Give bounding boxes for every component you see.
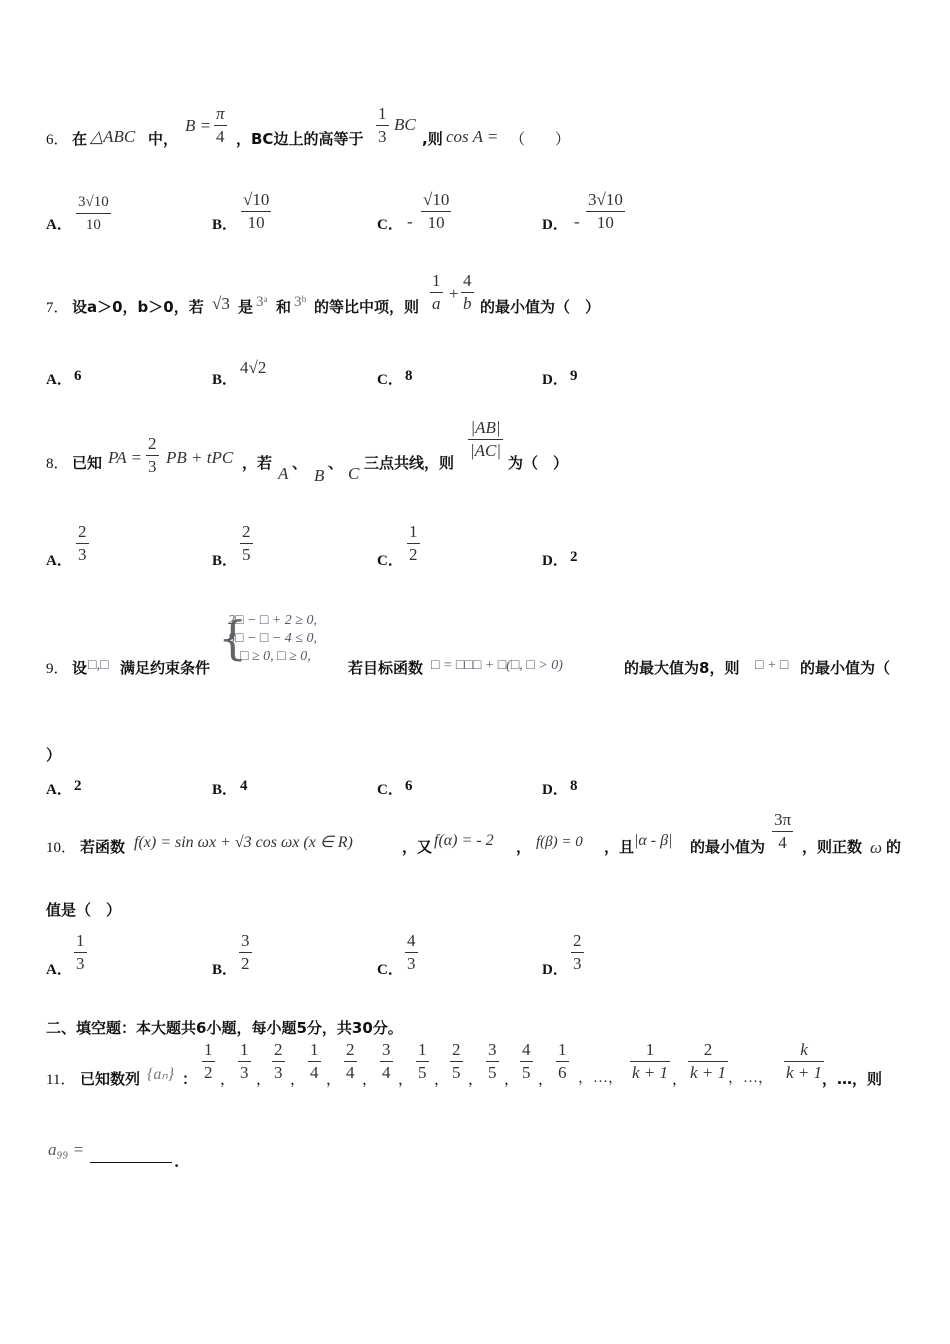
question-text: 值是（ ） [46,901,122,919]
denominator: 10 [85,217,101,233]
numerator: √10 [423,190,450,209]
numerator: 1 [240,1040,249,1059]
numerator: 2 [346,1040,355,1059]
option-c-value [421,190,451,233]
denominator: 3 [78,545,87,564]
question-text: ，…，则 [822,1070,883,1088]
denominator: 3 [76,954,85,973]
fraction-bar [461,292,474,293]
numerator: 1 [378,104,387,123]
option-label: D． [542,372,568,388]
denominator: a [432,294,441,313]
denominator: |AC| [470,441,502,460]
option-label: C． [377,553,403,569]
option-c-value [405,931,418,974]
numerator: 3 [382,1040,391,1059]
question-text: 中， [148,130,179,148]
option-label: D． [542,782,568,798]
fraction-bar [520,1061,533,1062]
option-d-value [571,931,584,974]
question-text: ，且 [604,838,635,856]
separator: ， [468,1070,484,1088]
brace-icon: { [218,611,248,665]
section-heading: 二、填空题：本大题共6小题，每小题5分，共30分。 [46,1019,403,1037]
fraction-bar [76,543,89,544]
abs-alpha-minus-beta: |α - β| [634,832,673,849]
f-alpha: f(α) = - 2 [434,832,494,849]
plus-sign: + [449,284,459,303]
option-c-value: 6 [405,778,413,794]
option-c-value: 8 [405,368,413,384]
f-beta: f(β) = 0 [536,834,583,850]
omega: ω [870,838,883,857]
numerator: π [216,104,225,123]
option-d-value [586,190,625,233]
numerator: 1 [409,522,418,541]
fraction-bar [571,952,584,953]
angle-b: B = [185,116,212,135]
option-d-value: 2 [570,549,578,565]
power-3a: 3ᵃ [256,294,268,310]
ratio-ab-over-ac [468,418,503,461]
denominator: 2 [409,545,418,564]
power-3b: 3ᵇ [294,294,307,310]
fraction-1-over-a [430,271,443,314]
denominator: 4 [778,833,787,852]
point-a: A [278,464,289,483]
option-b-value [241,190,271,233]
numerator: 1 [310,1040,319,1059]
question-number: 8． [46,456,69,472]
blank-line [90,1148,172,1163]
triangle-abc: △ABC [90,127,136,146]
sqrt-3: √3 [212,294,230,313]
option-a-value: 6 [74,368,82,384]
fraction-one-third [376,104,389,147]
fraction-bar [405,952,418,953]
question-text: 若目标函数 [348,659,424,677]
sequence-term [450,1040,463,1083]
denominator: 2 [204,1063,213,1082]
option-a-value [76,522,89,565]
denominator: k + 1 [786,1063,823,1082]
option-a-value: 2 [74,778,82,794]
question-text: 的等比中项，则 [314,298,420,316]
numerator: 4 [522,1040,531,1059]
denominator: 5 [418,1063,427,1082]
fraction-bar [416,1061,429,1062]
numerator: 2 [242,522,251,541]
answer-paren: （ ） [510,130,571,148]
question-text: ） [46,746,62,764]
vector-expression: PB + tPC [166,448,234,467]
numerator: 2 [274,1040,283,1059]
fraction-4-over-b [461,271,474,314]
option-c-value [407,522,420,565]
question-text: 满足约束条件 [120,659,211,677]
option-label: C． [377,372,403,388]
denominator: k + 1 [690,1063,727,1082]
question-text: 若函数 [80,838,126,856]
option-label: A． [46,217,72,233]
fraction-bar [238,1061,251,1062]
numerator: 2 [573,931,582,950]
fraction-bar [772,831,793,832]
numerator: 3π [774,810,792,829]
fraction-bar [784,1061,824,1062]
separator: ， [290,1070,306,1088]
denominator: 4 [216,127,225,146]
sequence-term [272,1040,285,1083]
separator: ， [538,1070,554,1088]
fraction-bar [450,1061,463,1062]
variables: □,□ [88,658,109,673]
question-text: 的最小值为（ ） [480,298,601,316]
fraction-3pi-over-4 [772,810,793,853]
sequence-term [308,1040,321,1083]
question-text: ，又 [402,838,433,856]
denominator: 3 [240,1063,249,1082]
constraint-1: 2□ − □ + 2 ≥ 0, [228,613,317,628]
option-label: B． [212,962,238,978]
numerator: 2 [452,1040,461,1059]
sequence-term [520,1040,533,1083]
denominator: 3 [378,127,387,146]
a99-label: a₉₉ = [48,1140,85,1159]
denominator: 5 [242,545,251,564]
denominator: 5 [488,1063,497,1082]
point-b: B [314,466,325,485]
fraction-2-over-3 [146,434,159,477]
period: . [174,1153,180,1171]
sequence-term [380,1040,393,1083]
option-b-value [240,522,253,565]
option-b-value [239,931,252,974]
option-label: B． [212,553,238,569]
fraction-bar [272,1061,285,1062]
constraint-2: 8□ − □ − 4 ≤ 0, [228,631,317,646]
fraction-bar [376,125,389,126]
question-text: 为（ ） [508,454,569,472]
point-c: C [348,464,360,483]
denominator: 6 [558,1063,567,1082]
question-text: 三点共线，则 [364,454,455,472]
option-label: D． [542,217,568,233]
numerator: 1 [432,271,441,290]
question-text: 和 [276,298,292,316]
fraction-bar [430,292,443,293]
option-label: C． [377,782,403,798]
numerator: 3√10 [78,194,109,210]
numerator: 1 [645,1040,655,1059]
question-text: 已知数列 [80,1070,141,1088]
numerator: 1 [558,1040,567,1059]
question-text: 的最小值为 [690,838,766,856]
question-text: 是 [238,298,254,316]
option-label: C． [377,217,403,233]
sequence-term [238,1040,251,1083]
fraction-bar [76,213,111,214]
option-label: A． [46,553,72,569]
denominator: 4 [382,1063,391,1082]
question-text: 已知 [72,454,103,472]
separator: ， [326,1070,342,1088]
option-label: C． [377,962,403,978]
separator: ， [434,1070,450,1088]
sequence-an: {aₙ} [147,1066,175,1083]
minus-sign: - [574,212,580,231]
ellipsis: ，…， [728,1070,774,1086]
fraction-bar [241,211,271,212]
question-text: 设a＞0，b＞0，若 [72,298,204,316]
fraction-bar [556,1061,569,1062]
numerator: 1 [418,1040,427,1059]
fraction-bar [421,211,451,212]
question-text: 设 [72,659,88,677]
sequence-term [416,1040,429,1083]
numerator: 4 [407,931,416,950]
sequence-term [556,1040,569,1083]
option-b-value: 4√2 [240,358,267,377]
option-b-value: 4 [240,778,248,794]
question-number: 7． [46,300,69,316]
denominator: 10 [247,213,265,232]
numerator: √10 [243,190,270,209]
fraction-bar [586,211,625,212]
question-text: ，BC边上的高等于 [236,130,364,148]
fraction-bar [239,952,252,953]
fraction-bar [202,1061,215,1062]
denominator: 10 [427,213,445,232]
numerator: |AB| [470,418,501,437]
function-definition: f(x) = sin ωx + √3 cos ωx (x ∈ R) [134,834,353,851]
answer-blank[interactable] [90,1148,172,1167]
objective-function: □ = □□□ + □(□, □ > 0) [431,658,563,673]
fraction-bar [380,1061,393,1062]
denominator: 5 [522,1063,531,1082]
numerator: 4 [463,271,472,290]
numerator: 3 [241,931,250,950]
constraint-system [228,612,317,666]
option-label: A． [46,962,72,978]
segment-bc: BC [394,115,416,134]
separator: ， [504,1070,520,1088]
term-k-over-k-plus-1 [784,1040,824,1083]
numerator: 2 [703,1040,713,1059]
fraction-bar [486,1061,499,1062]
separator: ， [256,1070,272,1088]
question-number: 6． [46,132,69,148]
denominator: k + 1 [632,1063,669,1082]
separator: ： [182,1070,198,1088]
fraction-bar [240,543,253,544]
option-label: D． [542,962,568,978]
denominator: 10 [596,213,614,232]
option-d-value: 8 [570,778,578,794]
fraction-pi-over-4 [214,104,227,147]
option-d-value: 9 [570,368,578,384]
fraction-bar [407,543,420,544]
separator: 、 [292,454,308,472]
fraction-bar [344,1061,357,1062]
question-number: 9． [46,661,69,677]
question-text: 的最小值为（ [800,659,891,677]
option-label: B． [212,372,238,388]
question-text: 在 [72,130,88,148]
cos-a: cos A = [446,127,499,146]
separator: ， [672,1070,688,1088]
sequence-term [202,1040,215,1083]
separator: ， [398,1070,414,1088]
question-text: ，则正数 [802,838,863,856]
separator: ， [516,838,532,856]
separator: 、 [328,454,344,472]
denominator: 4 [346,1063,355,1082]
sequence-term [486,1040,499,1083]
numerator: 3 [488,1040,497,1059]
sum-expression: □ + □ [755,658,789,673]
sequence-term [344,1040,357,1083]
numerator: 1 [76,931,85,950]
vector-pa: PA = [108,448,142,467]
numerator: 2 [148,434,157,453]
term-2-over-k-plus-1 [688,1040,728,1083]
denominator: 5 [452,1063,461,1082]
numerator: k [800,1040,808,1059]
option-label: A． [46,372,72,388]
separator: ， [220,1070,236,1088]
fraction-bar [308,1061,321,1062]
ellipsis: ，…， [578,1070,624,1086]
question-text: 的最大值为8，则 [624,659,740,677]
fraction-bar [146,455,159,456]
question-text: 的 [886,838,902,856]
numerator: 2 [78,522,87,541]
option-a-value [76,192,111,235]
denominator: 3 [407,954,416,973]
denominator: 3 [148,457,157,476]
option-label: B． [212,217,238,233]
denominator: b [463,294,472,313]
fraction-bar [468,439,503,440]
question-text: ，若 [242,454,273,472]
separator: ， [362,1070,378,1088]
option-label: B． [212,782,238,798]
constraint-3: □ ≥ 0, □ ≥ 0, [240,649,311,664]
fraction-bar [630,1061,670,1062]
fraction-bar [214,125,227,126]
minus-sign: - [407,212,413,231]
option-label: A． [46,782,72,798]
term-1-over-k-plus-1 [630,1040,670,1083]
denominator: 3 [274,1063,283,1082]
option-a-value [74,931,87,974]
question-number: 10． [46,840,77,856]
option-label: D． [542,553,568,569]
fraction-bar [74,952,87,953]
denominator: 4 [310,1063,319,1082]
numerator: 1 [204,1040,213,1059]
fraction-bar [688,1061,728,1062]
question-number: 11． [46,1072,76,1088]
denominator: 3 [573,954,582,973]
question-text: ,则 [422,130,443,148]
numerator: 3√10 [588,190,623,209]
denominator: 2 [241,954,250,973]
